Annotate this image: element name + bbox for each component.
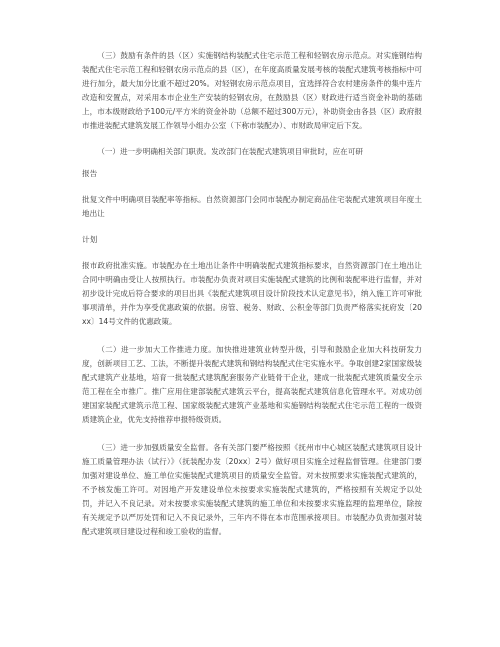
paragraph-approval-docs: 批复文件中明确项目装配率等指标。自然资源部门会同市装配办制定商品住宅装配式建筑项目年度土地出让 — [82, 195, 422, 218]
document-page — [82, 49, 422, 539]
paragraph-demo-projects: （三）鼓励有条件的县（区）实施钢结构装配式住宅示范工程和轻钢农房示范点。对实施钢结构装配式住宅示范工程和轻钢农房示范点的县（区），在年度高质量发展考核的装配式建筑考核指标中可进行加分，最大加分比重不超过20%。对轻钢农房示范点项目，宜选择符合农村建房条件的集中连片改造和安置点，对采用本市企业生产安装的轻钢农房，在鼓励县（区）财政进行适当资金补助的基础上，市本级财政给予100元/平方米的资金补助（总额不超过300万元），补助资金由各县（区）政府报市推进装配式建筑发展工作领导小组办公室（下称市装配办）、市财政局审定后下发。 — [82, 51, 422, 130]
paragraph-department-duties: （一）进一步明确相关部门职责。发改部门在装配式建筑项目审批时，应在可研 — [97, 147, 363, 156]
paragraph-report: 报告 — [82, 169, 98, 178]
paragraph-quality-supervision: （三）进一步加强质量安全监督。各有关部门要严格按照《抚州市中心城区装配式建筑项目设计施工质量管理办法（试行）》（抚装配办发〔20xx〕2号）做好项目实施全过程监督管理。住建部门要加强对建设单位、施工单位实施装配式建筑项目的质量安全监管。对未按照要求实施装配式建筑的，不予核发施工许可。对因地产开发建设单位未按要求实施装配式建筑的，严格按照有关规定予以处罚，并记入不良记录。对未按要求实施装配式建筑的施工单位和未按要求实施监理的监理单位，除按有关规定予以严厉处罚和记入不良记录外，三年内不得在本市范围承接项目。市装配办负责加强对装配式建筑项目建设过程和竣工验收的监督。 — [82, 443, 422, 536]
paragraph-plan: 计划 — [82, 235, 98, 244]
paragraph-city-approval: 报市政府批准实施。市装配办在土地出让条件中明确装配式建筑指标要求，自然资源部门在土地出让合同中明确由受让人按照执行。市装配办负责对项目实施装配式建筑的比例和装配率进行监督，并对初步设计完成后符合要求的项目出具《装配式建筑项目设计阶段技术认定意见书》，纳入施工许可审批事项清单，并作为享受优惠政策的依据。房管、税务、财政、公积金等部门负责严格落实抚府发〔20xx〕14号文件的优惠政策。 — [82, 261, 422, 326]
paragraph-work-promotion: （二）进一步加大工作推进力度。加快推进建筑业转型升级，引导和鼓励企业加大科技研发力度，创新项目工艺、工法，不断提升装配式建筑和钢结构装配式住宅实施水平。争取创建2家国家级装配式建筑产业基地，培育一批装配式建筑配套服务产业链骨干企业，建成一批装配式建筑质量安全示范工程在全市推广。推广应用住建部装配式建筑云平台，提高装配式建筑信息化管理水平。对成功创建国家装配式建筑示范工程、国家级装配式建筑产业基地和实施钢结构装配式住宅示范工程的一级资质建筑企业，优先支持推荐申报特级资质。 — [82, 345, 422, 424]
